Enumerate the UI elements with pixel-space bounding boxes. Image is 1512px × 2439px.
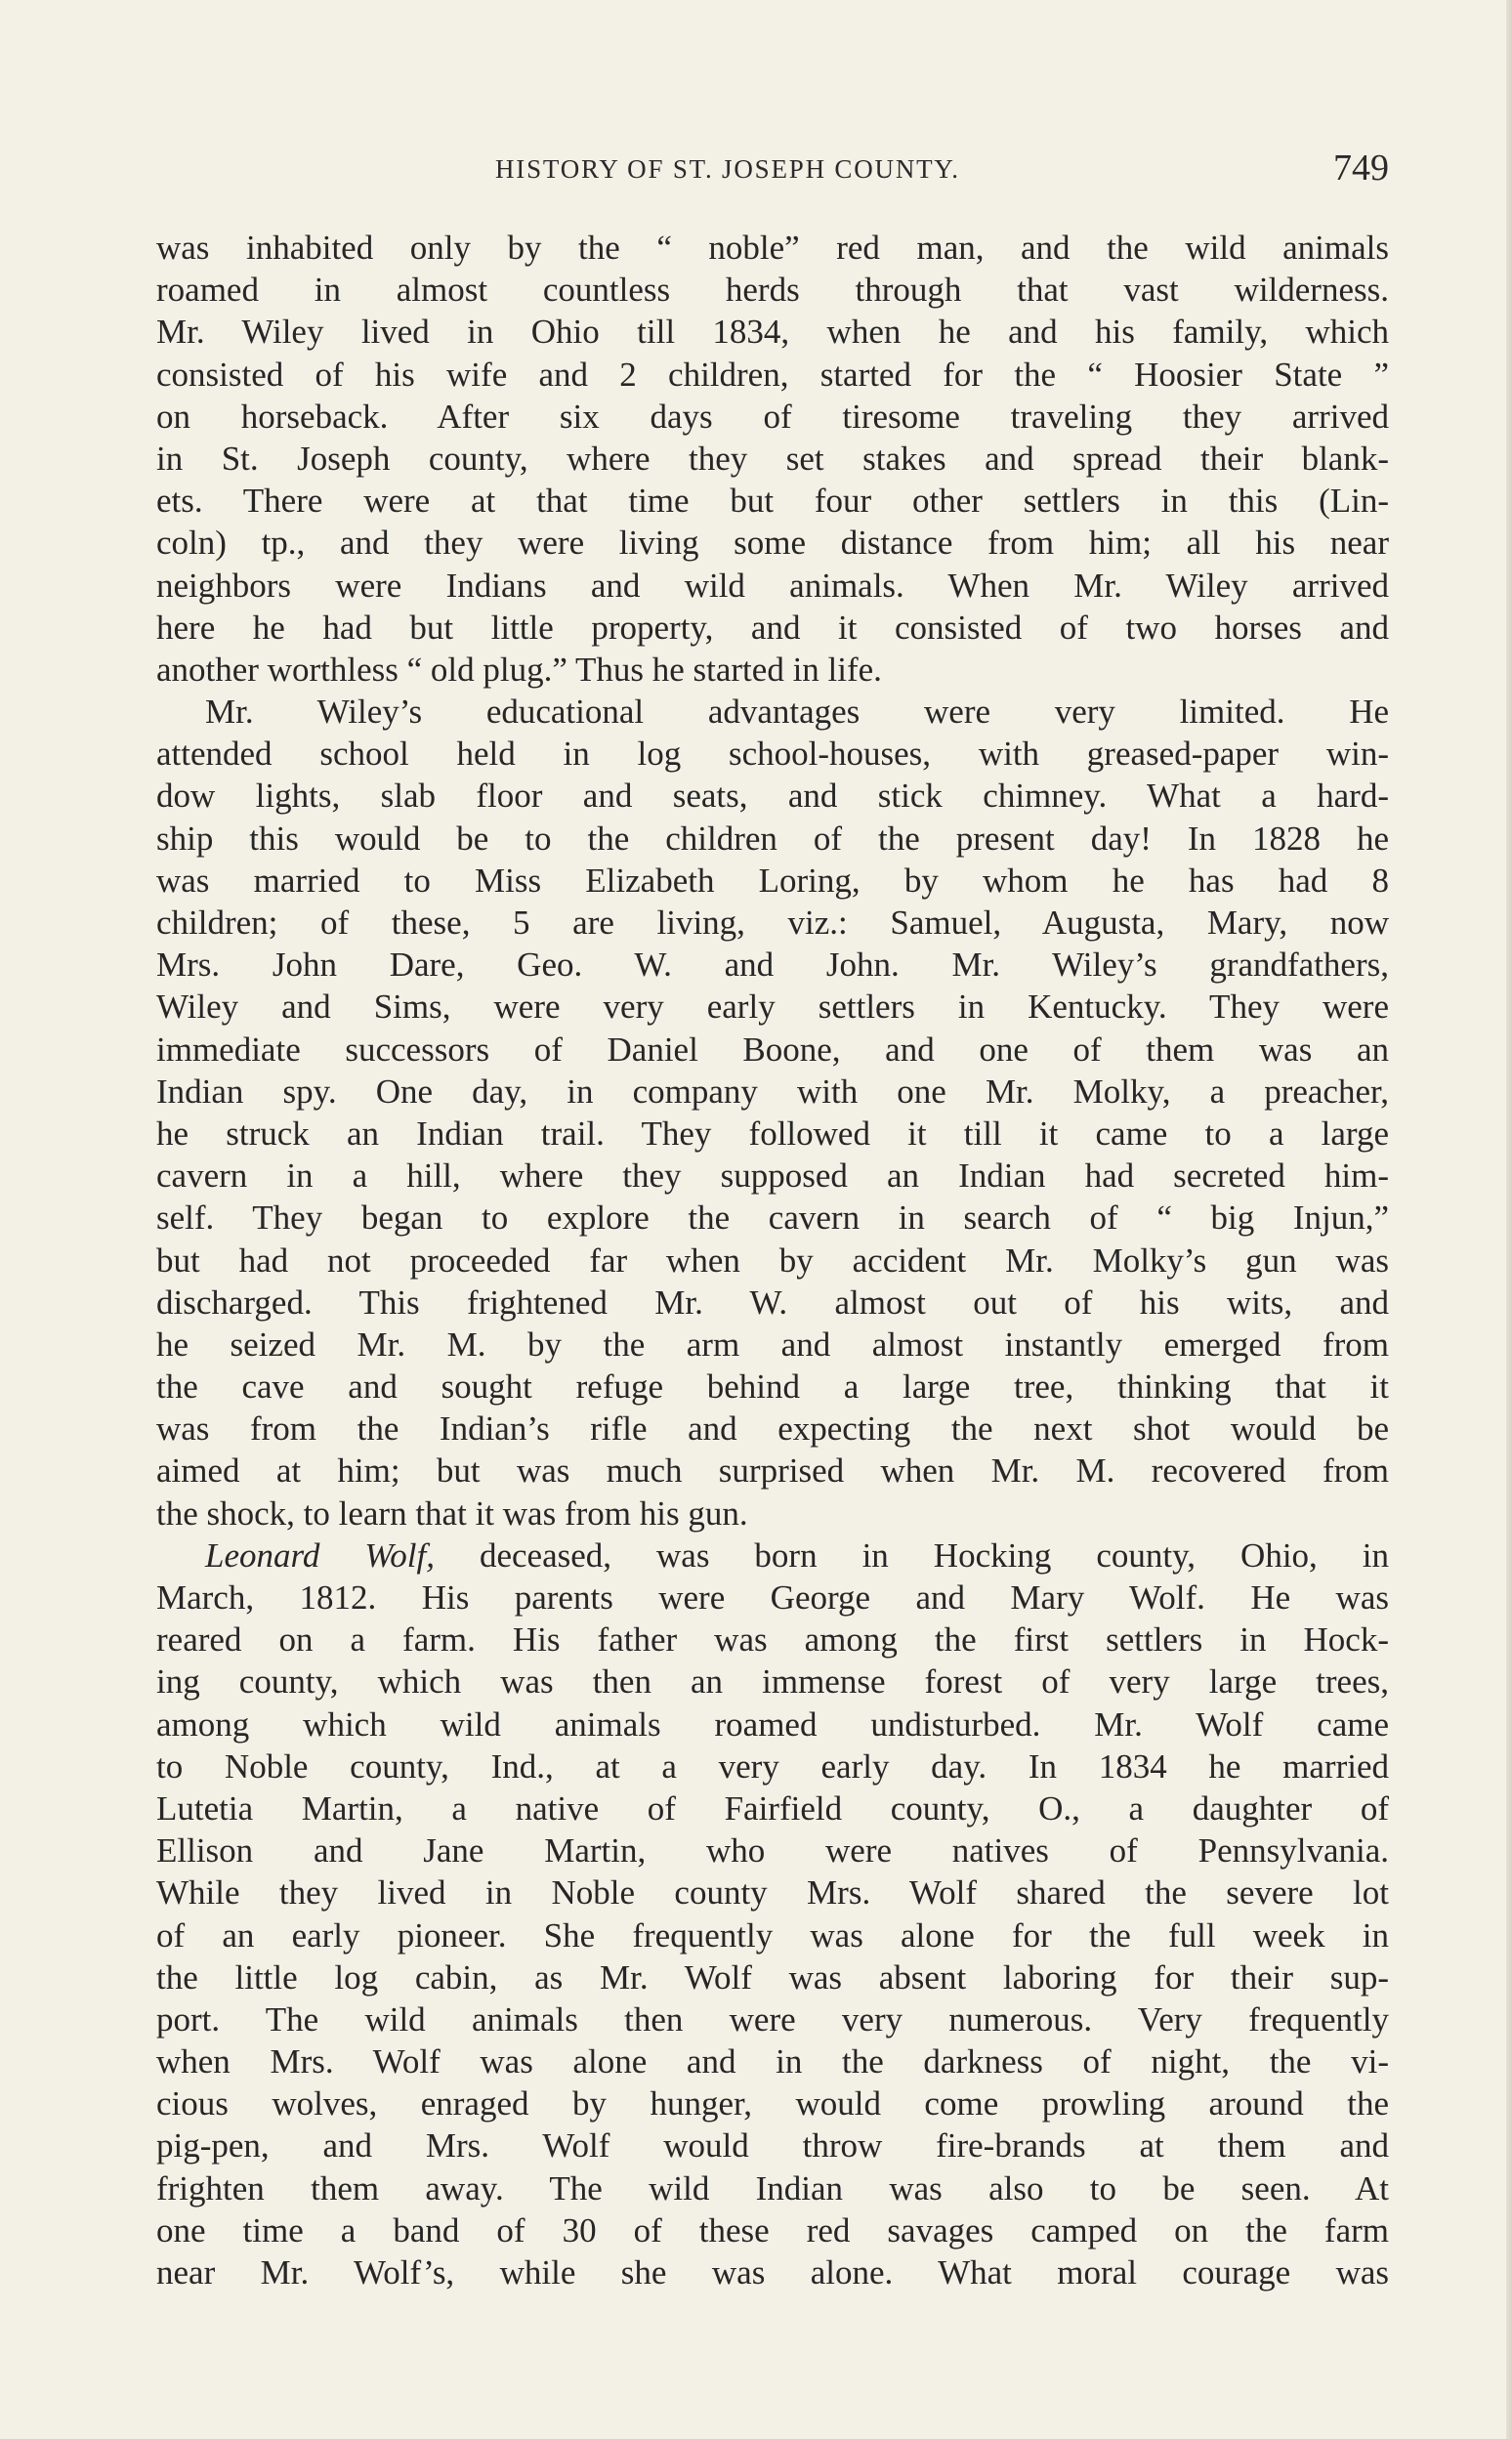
text-line: consisted of his wife and 2 children, started for the “ Hoosier State ”: [156, 355, 1389, 394]
text-line: was inhabited only by the “ noble” red man, and the wild animals: [156, 229, 1389, 267]
text-line: was from the Indian’s rifle and expecting the next shot would be: [156, 1409, 1389, 1449]
text-line: cious wolves, enraged by hunger, would come prowling around the: [156, 2084, 1389, 2124]
text-line: March, 1812. His parents were George and Mary Wolf. He was: [156, 1578, 1389, 1617]
page-edge: [1506, 0, 1512, 2439]
text-line: in St. Joseph county, where they set stakes and spread their blank-: [156, 439, 1389, 478]
text-line: the little log cabin, as Mr. Wolf was absent laboring for their sup-: [156, 1957, 1389, 1997]
text-line: frighten them away. The wild Indian was also to be seen. At: [156, 2168, 1389, 2208]
text-line: ets. There were at that time but four other settlers in this (Lin-: [156, 482, 1389, 521]
text-line: on horseback. After six days of tiresome traveling they arrived: [156, 397, 1389, 436]
text-line: aimed at him; but was much surprised when Mr. M. recovered from: [156, 1451, 1389, 1491]
text-line: Mr. Wiley lived in Ohio till 1834, when he and his family, which: [156, 313, 1389, 352]
text-line: the cave and sought refuge behind a large tree, thinking that it: [156, 1367, 1389, 1407]
text-line: children; of these, 5 are living, viz.: Samuel, Augusta, Mary, now: [156, 904, 1389, 942]
text-line: when Mrs. Wolf was alone and in the darkness of night, the vi-: [156, 2042, 1389, 2082]
text-line: reared on a farm. His father was among the first settlers in Hock-: [156, 1620, 1389, 1660]
running-head: HISTORY OF ST. JOSEPH COUNTY.: [495, 154, 960, 184]
text-line: While they lived in Noble county Mrs. Wolf shared the severe lot: [156, 1873, 1389, 1913]
text-line: but had not proceeded far when by accident Mr. Molky’s gun was: [156, 1241, 1389, 1280]
text-line: Ellison and Jane Martin, who were natives of Pennsylvania.: [156, 1831, 1389, 1871]
text-line: the shock, to learn that it was from his gun.: [156, 1493, 748, 1533]
text-line: one time a band of 30 of these red savages camped on the farm: [156, 2210, 1389, 2250]
paragraph-start-line: [156, 1535, 1389, 1577]
text-line: ing county, which was then an immense forest of very large trees,: [156, 1662, 1389, 1702]
text-line: coln) tp., and they were living some distance from him; all his near: [156, 524, 1389, 563]
text-line-remainder: deceased, was born in Hocking county, Ohio, in: [479, 1535, 1389, 1575]
text-line: to Noble county, Ind., at a very early day. In 1834 he married: [156, 1746, 1389, 1786]
text-line: attended school held in log school-houses, with greased-paper win-: [156, 735, 1389, 774]
text-line: Lutetia Martin, a native of Fairfield county, O., a daughter of: [156, 1788, 1389, 1828]
text-line: roamed in almost countless herds through that vast wilderness.: [156, 271, 1389, 310]
text-line: pig-pen, and Mrs. Wolf would throw fire-brands at them and: [156, 2126, 1389, 2166]
text-line: neighbors were Indians and wild animals. When Mr. Wiley arrived: [156, 566, 1389, 605]
text-line: near Mr. Wolf’s, while she was alone. What moral courage was: [156, 2253, 1389, 2292]
text-line: self. They began to explore the cavern in search of “ big Injun,”: [156, 1198, 1389, 1238]
text-line: of an early pioneer. She frequently was alone for the full week in: [156, 1915, 1389, 1955]
text-line: he struck an Indian trail. They followed it till it came to a large: [156, 1114, 1389, 1153]
text-line: here he had but little property, and it consisted of two horses and: [156, 608, 1389, 647]
paragraph-start-line: Mr. Wiley’s educational advantages were very limited. He: [205, 693, 1389, 732]
text-line: among which wild animals roamed undisturbed. Mr. Wolf came: [156, 1704, 1389, 1744]
text-line: he seized Mr. M. by the arm and almost instantly emerged from: [156, 1325, 1389, 1364]
text-line: port. The wild animals then were very numerous. Very frequently: [156, 1999, 1389, 2039]
text-line: Wiley and Sims, were very early settlers in Kentucky. They were: [156, 988, 1389, 1027]
text-line: dow lights, slab floor and seats, and stick chimney. What a hard-: [156, 777, 1389, 816]
text-line: Indian spy. One day, in company with one Mr. Molky, a preacher,: [156, 1072, 1389, 1111]
page-number: 749: [1333, 147, 1389, 189]
text-line: Mrs. John Dare, Geo. W. and John. Mr. Wiley’s grandfathers,: [156, 946, 1389, 985]
text-line: discharged. This frightened Mr. W. almost out of his wits, and: [156, 1283, 1389, 1322]
page-header: [156, 147, 1389, 189]
text-line: another worthless “ old plug.” Thus he started in life.: [156, 650, 882, 689]
subject-name: Leonard Wolf,: [205, 1535, 435, 1575]
text-line: was married to Miss Elizabeth Loring, by whom he has had 8: [156, 861, 1389, 900]
text-line: immediate successors of Daniel Boone, and one of them was an: [156, 1030, 1389, 1069]
text-line: ship this would be to the children of the present day! In 1828 he: [156, 819, 1389, 858]
body-text: [156, 227, 1389, 2293]
text-line: cavern in a hill, where they supposed an Indian had secreted him-: [156, 1156, 1389, 1196]
